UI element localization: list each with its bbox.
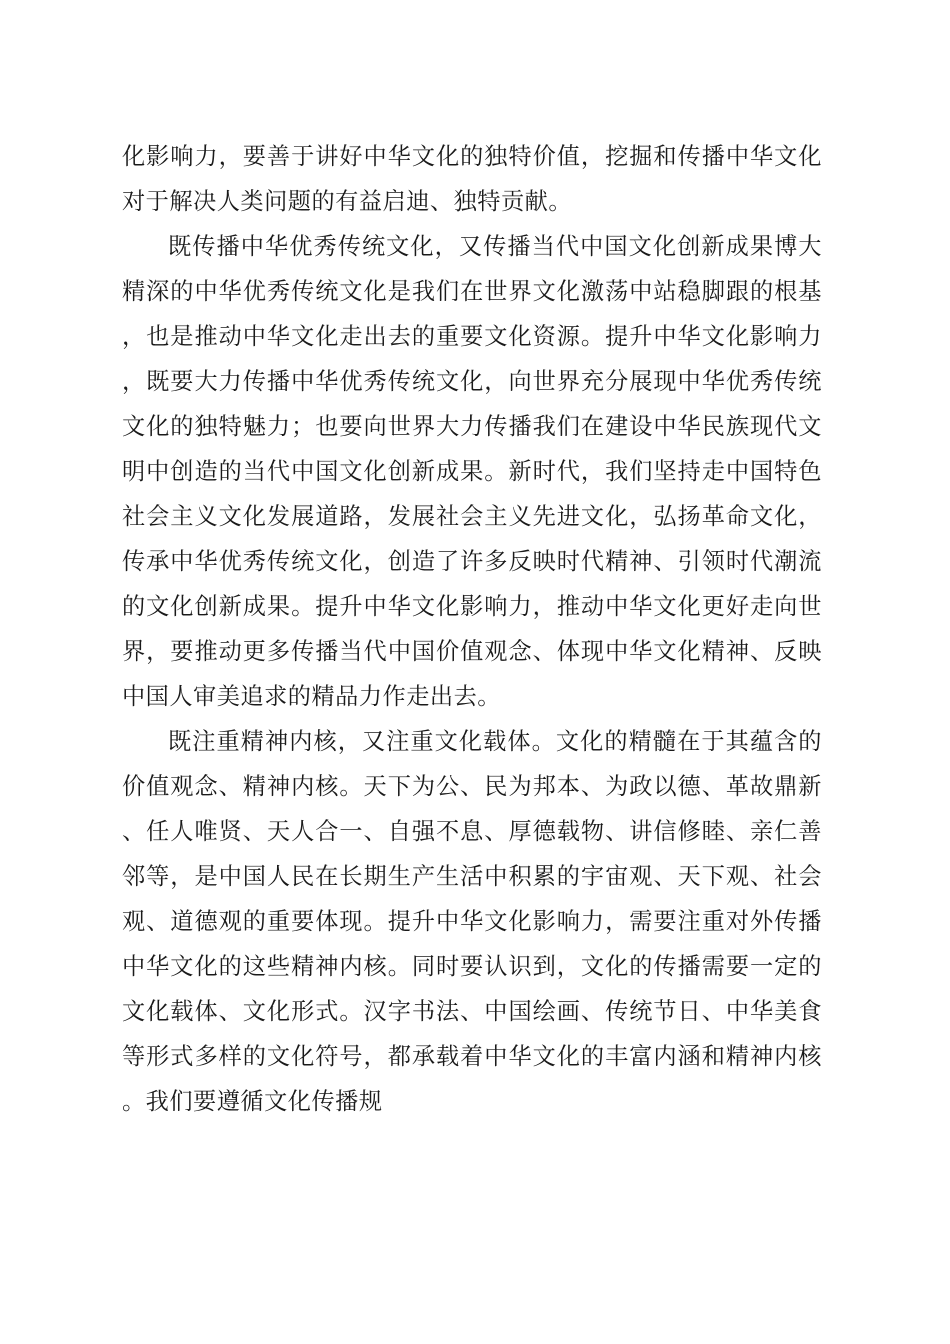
paragraph-traditional-and-contemporary-culture: 既传播中华优秀传统文化，又传播当代中国文化创新成果博大精深的中华优秀传统文化是我们在世界文化激荡中站稳脚跟的根基，也是推动中华文化走出去的重要文化资源。提升中华文化影响力，既要大力传播中华优秀传统文化，向世界充分展现中华优秀传统文化的独特魅力；也要向世界大力传播我们在建设中华民族现代文明中创造的当代中国文化创新成果。新时代，我们坚持走中国特色社会主义文化发展道路，发展社会主义先进文化，弘扬革命文化，传承中华优秀传统文化，创造了许多反映时代精神、引领时代潮流的文化创新成果。提升中华文化影响力，推动中华文化更好走向世界，要推动更多传播当代中国价值观念、体现中华文化精神、反映中国人审美追求的精品力作走出去。 xyxy=(122,233,822,710)
document-page xyxy=(122,134,822,1124)
paragraph-spiritual-core-and-carriers: 既注重精神内核，又注重文化载体。文化的精髓在于其蕴含的价值观念、精神内核。天下为公、民为邦本、为政以德、革故鼎新、任人唯贤、天人合一、自强不息、厚德载物、讲信修睦、亲仁善邻等，是中国人民在长期生产生活中积累的宇宙观、天下观、社会观、道德观的重要体现。提升中华文化影响力，需要注重对外传播中华文化的这些精神内核。同时要认识到，文化的传播需要一定的文化载体、文化形式。汉字书法、中国绘画、传统节日、中华美食等形式多样的文化符号，都承载着中华文化的丰富内涵和精神内核。我们要遵循文化传播规 xyxy=(122,728,822,1115)
paragraph-continuation: 化影响力，要善于讲好中华文化的独特价值，挖掘和传播中华文化对于解决人类问题的有益启迪、独特贡献。 xyxy=(122,143,822,215)
